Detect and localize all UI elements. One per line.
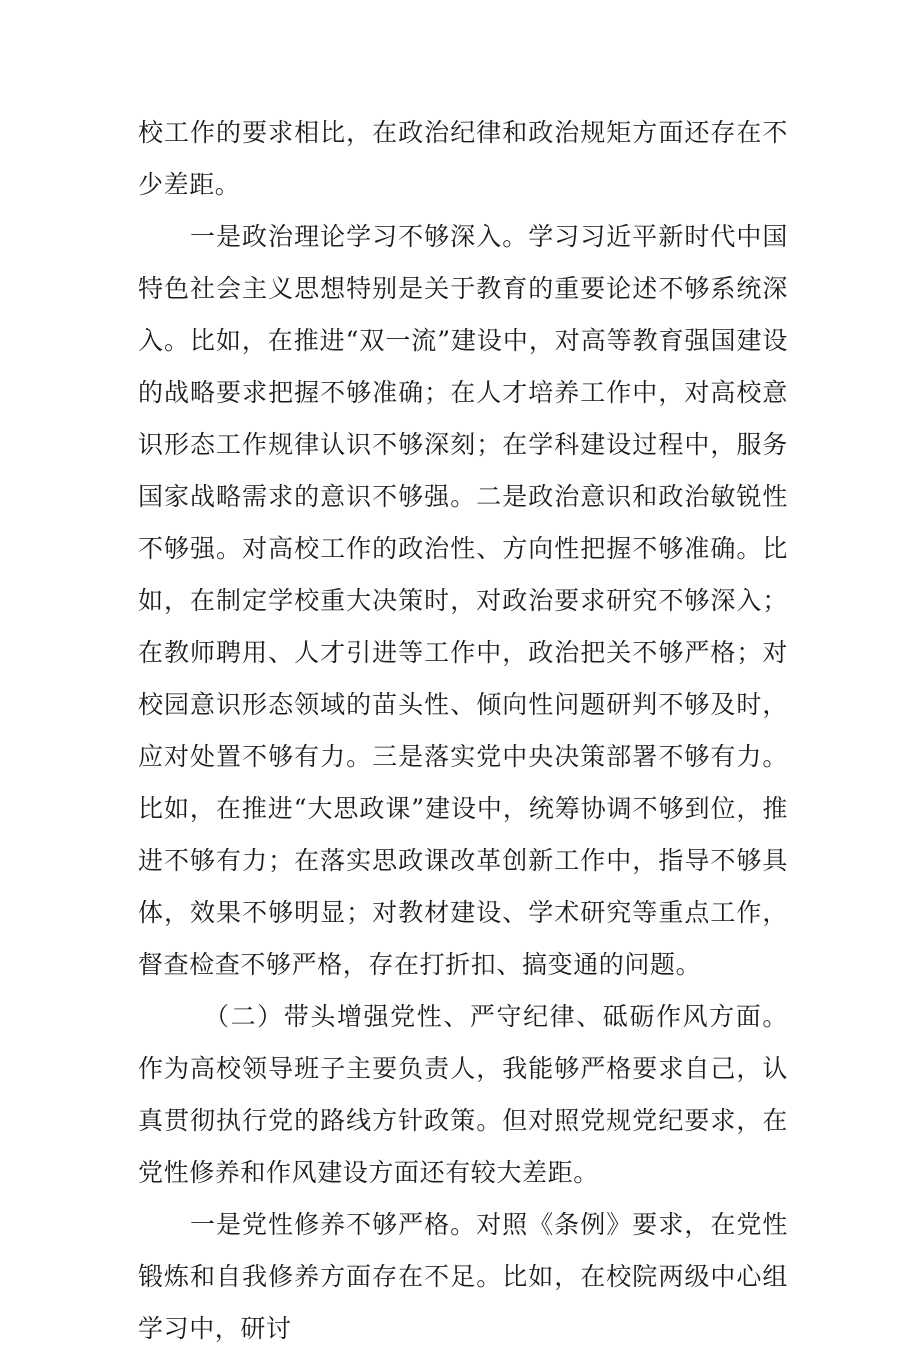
- paragraph-continuation: 校工作的要求相比，在政治纪律和政治规矩方面还存在不少差距。: [138, 118, 788, 199]
- paragraph-section-two-heading: （二）带头增强党性、严守纪律、砥砺作风方面。作为高校领导班子主要负责人，我能够严格要求自己，认真贯彻执行党的路线方针政策。但对照党规党纪要求，在党性修养和作风建设方面还有较大差距。: [138, 1002, 788, 1187]
- document-body: [138, 107, 788, 1355]
- paragraph-political-theory: 一是政治理论学习不够深入。学习习近平新时代中国特色社会主义思想特别是关于教育的重要论述不够系统深入。比如，在推进“双一流”建设中，对高等教育强国建设的战略要求把握不够准确；在人才培养工作中，对高校意识形态工作规律认识不够深刻；在学科建设过程中，服务国家战略需求的意识不够强。二是政治意识和政治敏锐性不够强。对高校工作的政治性、方向性把握不够准确。比如，在制定学校重大决策时，对政治要求研究不够深入；在教师聘用、人才引进等工作中，政治把关不够严格；对校园意识形态领域的苗头性、倾向性问题研判不够及时，应对处置不够有力。三是落实党中央决策部署不够有力。比如，在推进“大思政课”建设中，统筹协调不够到位，推进不够有力；在落实思政课改革创新工作中，指导不够具体，效果不够明显；对教材建设、学术研究等重点工作，督查检查不够严格，存在打折扣、搞变通的问题。: [138, 222, 788, 979]
- paragraph-party-spirit: 一是党性修养不够严格。对照《条例》要求，在党性锻炼和自我修养方面存在不足。比如，在校院两级中心组学习中，研讨: [138, 1210, 788, 1343]
